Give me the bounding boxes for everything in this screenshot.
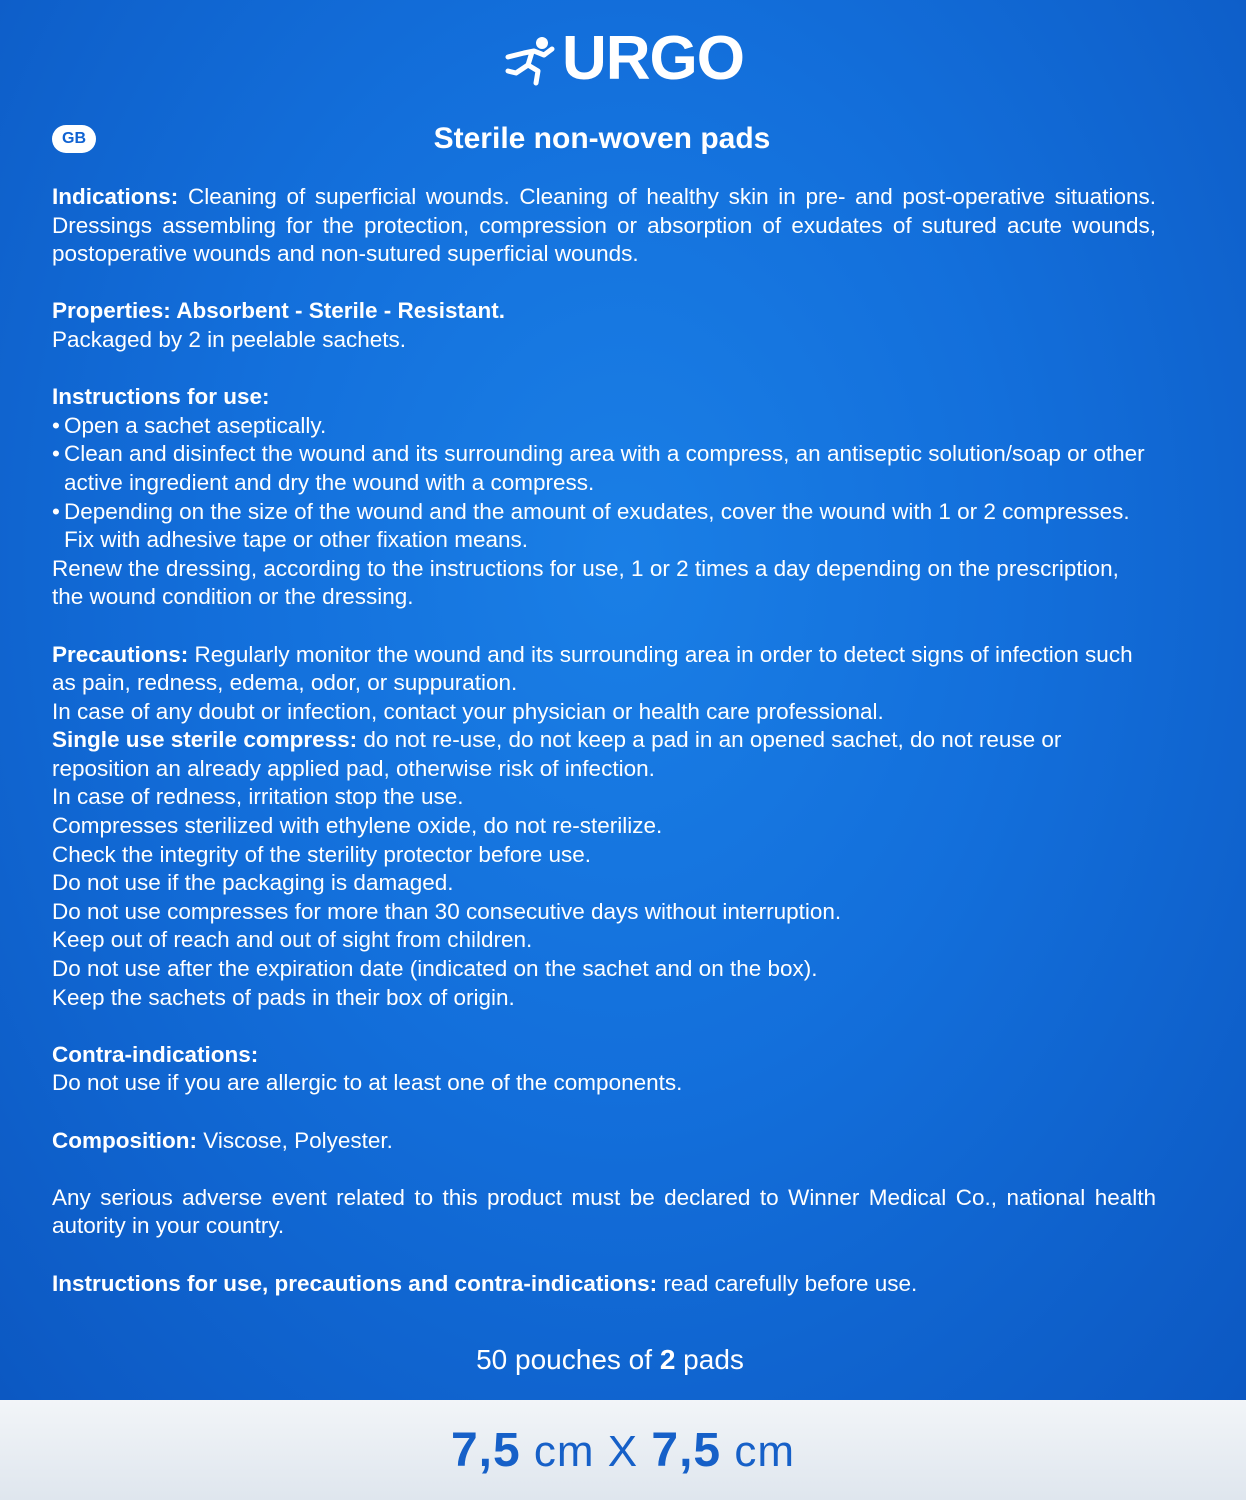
indications-section xyxy=(52,183,1156,269)
composition-label: Composition: xyxy=(52,1127,197,1153)
precautions-line: In case of any doubt or infection, contact your physician or health care professional. xyxy=(52,698,884,724)
contra-text: Do not use if you are allergic to at least one of the components. xyxy=(52,1070,683,1096)
instructions-label: Instructions for use: xyxy=(52,384,270,410)
indications-label: Indications: xyxy=(52,184,179,209)
properties-packaging: Packaged by 2 in peelable sachets. xyxy=(52,326,406,352)
composition-section: Composition: Viscose, Polyester. xyxy=(52,1127,393,1153)
contra-label: Contra-indications: xyxy=(52,1041,259,1067)
precautions-line: Check the integrity of the sterility protector before use. xyxy=(52,841,592,867)
adverse-event-text: Any serious adverse event related to this product must be declared to Winner Medical Co., national health autority in your country. xyxy=(52,1184,1156,1239)
indications-text: Cleaning of superficial wounds. Cleaning of healthy skin in pre- and post-operative situations. Dressings assembling for the protection, compression or absorption of exudates of sutured acute wounds, postoperative wounds and non-sutured superficial wounds. xyxy=(52,184,1156,267)
adverse-event-section xyxy=(52,1184,1156,1241)
size-footer xyxy=(0,1400,1246,1500)
precautions-label: Precautions: xyxy=(52,641,189,667)
precautions-line: In case of redness, irritation stop the use. xyxy=(52,784,464,810)
instructions-renew: Renew the dressing, according to the instructions for use, 1 or 2 times a day depending on the prescription, the wound condition or the dressing. xyxy=(52,555,1119,610)
single-use-label: Single use sterile compress: xyxy=(52,727,358,753)
list-item: • Clean and disinfect the wound and its surrounding area with a compress, an antiseptic solution/soap or other active ingredient and dry the wound with a compress. xyxy=(52,441,1145,495)
precautions-section: Precautions: Regularly monitor the wound and its surrounding area in order to detect signs of infection such as pain, redness, edema, odor, or suppuration. In case of any doubt or infection, contact your physician or health care professional. Single use sterile compress: do not re-use, do not keep a pad in an opened sachet, do not reuse or reposition an already applied pad, otherwise risk of infection. In case of redness, irritation stop the use. Compresses sterilized with ethylene oxide, do not re-sterilize. Check the integrity of the sterility protector before use. Do not use if the packaging is damaged. Do not use compresses for more than 30 consecutive days without interruption. Keep out of reach and out of sight from children. Do not use after the expiration date (indicated on the sachet and on the box). Keep the sachets of pads in their box of origin. xyxy=(52,641,1156,1013)
pack-count: 50 pouches of 2 pads xyxy=(476,1344,744,1375)
read-notice-label: Instructions for use, precautions and contra-indications: xyxy=(52,1270,658,1296)
list-item: • Depending on the size of the wound and the amount of exudates, cover the wound with 1 or 2 compresses. Fix with adhesive tape or other fixation means. xyxy=(52,498,1130,553)
page-title: Sterile non-woven pads xyxy=(433,122,771,155)
language-badge: GB xyxy=(52,125,96,153)
brand-logo xyxy=(0,24,1246,93)
leaflet-text xyxy=(52,183,1156,1298)
precautions-line: Do not use if the packaging is damaged. xyxy=(52,870,454,896)
precautions-line: Do not use after the expiration date (indicated on the sachet and on the box). xyxy=(52,956,818,982)
precautions-line: Keep out of reach and out of sight from children. xyxy=(52,927,533,953)
precautions-line: Compresses sterilized with ethylene oxide, do not re-sterilize. xyxy=(52,813,663,839)
instructions-section xyxy=(52,383,1156,612)
precautions-line: Keep the sachets of pads in their box of origin. xyxy=(52,984,515,1010)
brand-name: URGO xyxy=(562,24,744,93)
list-item: • Open a sachet aseptically. xyxy=(52,412,327,438)
properties-label: Properties: Absorbent - Sterile - Resistant. xyxy=(52,298,506,324)
running-figure-icon xyxy=(502,31,558,87)
read-notice: Instructions for use, precautions and contra-indications: read carefully before use. xyxy=(52,1270,918,1296)
contra-indications-section xyxy=(52,1041,1156,1098)
pad-size: 7,5 cm X 7,5 cm xyxy=(450,1423,796,1477)
properties-section xyxy=(52,297,1156,354)
precautions-line: Do not use compresses for more than 30 consecutive days without interruption. xyxy=(52,898,842,924)
pads-per-pouch: 2 xyxy=(659,1344,676,1375)
